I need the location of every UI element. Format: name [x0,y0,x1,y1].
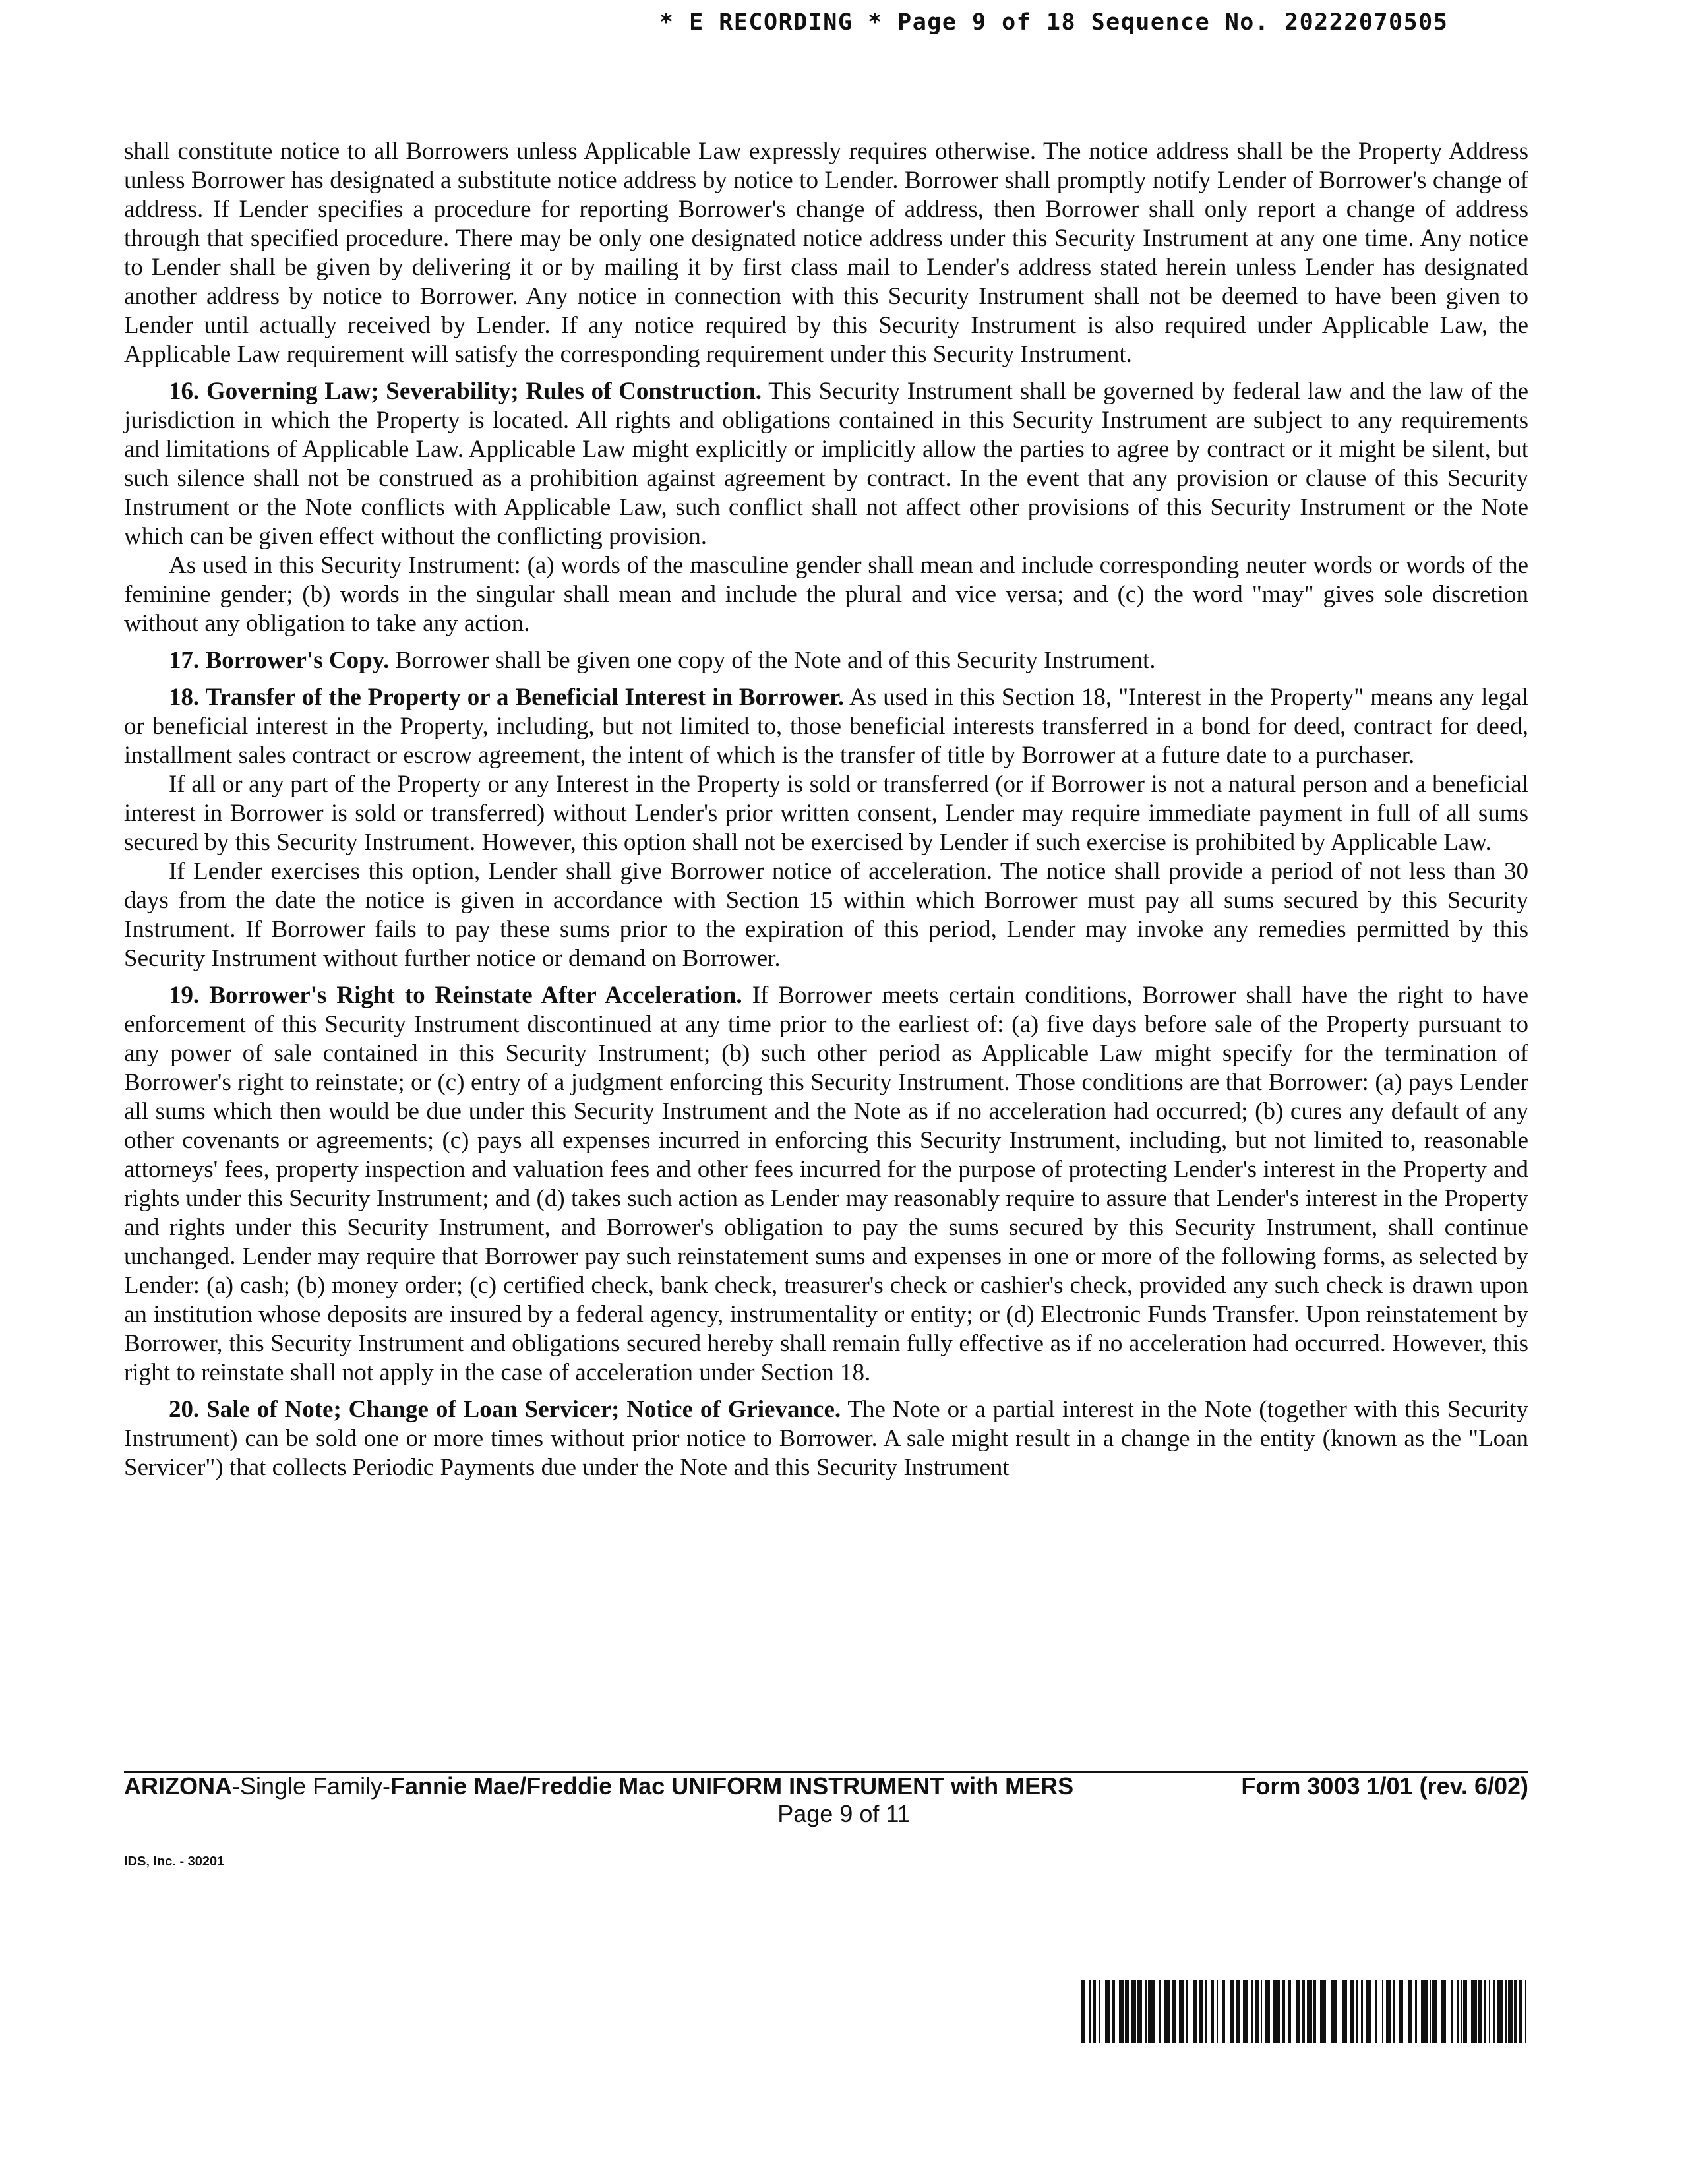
barcode-bar [1273,1980,1280,2043]
barcode-bar [1386,1980,1391,2043]
barcode-bar [1441,1980,1446,2043]
section-19-title: 19. Borrower's Right to Reinstate After Acceleration. [169,982,742,1009]
barcode-bar [1125,1980,1129,2043]
barcode-bar [1211,1980,1214,2043]
barcode-bar [1230,1980,1234,2043]
section-18-paragraph-3: If Lender exercises this option, Lender shall give Borrower notice of acceleration. The notice shall provide a period of not less than 30 days from the date the notice is given in accordance with Section 15 within which Borrower must pay all sums secured by this Security Instrument. If Borrower fails to pay these sums prior to the expiration of this period, Lender may invoke any remedies permitted by this Security Instrument without further notice or demand on Borrower. [124,858,1528,972]
barcode-bar [1508,1980,1513,2043]
footer-page-number: Page 9 of 11 [777,1800,911,1827]
barcode-bar [1172,1980,1176,2043]
barcode-bar [1408,1980,1412,2043]
barcode-bar [1296,1980,1300,2043]
paragraph-notice-continued: shall constitute notice to all Borrowers unless Applicable Law expressly requires otherwise. The notice address shall be the Property Address unless Borrower has designated a substitute notice address by notice to Lender. Borrower shall promptly notify Lender of Borrower's change of address. If Lender specifies a procedure for reporting Borrower's change of address, then Borrower shall only report a change of address through that specified procedure. There may be only one designated notice address under this Security Instrument at any one time. Any notice to Lender shall be given by delivering it or by mailing it by first class mail to Lender's address stated herein unless Lender has designated another address by notice to Borrower. Any notice in connection with this Security Instrument shall not be deemed to have been given to Lender until actually received by Lender. If any notice required by this Security Instrument is also required under Applicable Law, the Applicable Law requirement will satisfy the corresponding requirement under this Security Instrument. [124,138,1528,368]
barcode-bar [1366,1980,1371,2043]
section-16-body: This Security Instrument shall be governed by federal law and the law of the jurisdiction in which the Property is located. All rights and obligations contained in this Security Instrument are subject to any requirements and limitations of Applicable Law. Applicable Law might explicitly or implicitly allow the parties to agree by contract or it might be silent, but such silence shall not be construed as a prohibition against agreement by contract. In the event that any provision or clause of this Security Instrument or the Note conflicts with Applicable Law, such conflict shall not affect other provisions of this Security Instrument or the Note which can be given effect without the conflicting provision. [124,378,1528,550]
barcode-bar [1089,1980,1091,2043]
barcode-bar [1489,1980,1490,2043]
barcode-bar [1361,1980,1363,2043]
barcode-bar [1159,1980,1161,2043]
barcode-bar [1205,1980,1207,2043]
section-18-paragraph-2: If all or any part of the Property or any Interest in the Property is sold or transferred (or if Borrower is not a natural person and a beneficial interest in Borrower is sold or transferred) without Lender's prior written consent, Lender may require immediate payment in full of all sums secured by this Security Instrument. However, this option shall not be exercised by Lender if such exercise is prohibited by Applicable Law. [124,771,1528,856]
barcode-bar [1251,1980,1253,2043]
barcode-bar [1164,1980,1170,2043]
section-16-paragraph-2: As used in this Security Instrument: (a) words of the masculine gender shall mean and include corresponding neuter words or words of the feminine gender; (b) words in the singular shall mean and include the plural and vice versa; and (c) the word "may" gives sole discretion without any obligation to take any action. [124,552,1528,637]
barcode-bar [1099,1980,1100,2043]
barcode-bar [1430,1980,1431,2043]
barcode-bar [1331,1980,1337,2043]
barcode-bar [1505,1980,1507,2043]
barcode-bar [1313,1980,1316,2043]
section-16-title: 16. Governing Law; Severability; Rules of Construction. [169,378,762,405]
barcode-bar [1415,1980,1417,2043]
barcode-bar [1081,1980,1085,2043]
section-19 [124,981,1528,1387]
section-18-body: As used in this Section 18, "Interest in the Property" means any legal or beneficial interest in the Property, including, but not limited to, those beneficial interests transferred in a bond for deed, contract for deed, installment sales contract or escrow agreement, the intent of which is the transfer of title by Borrower at a future date to a purchaser. [124,684,1528,769]
footer-form-line [124,1773,1528,1802]
section-18 [124,683,1528,770]
footer-form-number: Form 3003 1/01 (rev. 6/02) [1241,1773,1528,1800]
recording-header: * E RECORDING * Page 9 of 18 Sequence No. 20222070505 [659,9,1449,36]
barcode-bar [1193,1980,1197,2043]
barcode-bar [1382,1980,1383,2043]
footer-instrument: Fannie Mae/Freddie Mac UNIFORM INSTRUMENT with MERS [390,1773,1074,1800]
barcode-bar [1243,1980,1248,2043]
section-16 [124,377,1528,551]
barcode-bar [1478,1980,1482,2043]
footer-family: -Single Family- [232,1773,391,1800]
barcode-bar [1307,1980,1312,2043]
barcode-bar [1186,1980,1188,2043]
section-17-body: Borrower shall be given one copy of the Note and of this Security Instrument. [389,647,1156,674]
barcode-bar [1421,1980,1428,2043]
barcode-bar [1320,1980,1326,2043]
section-17-title: 17. Borrower's Copy. [169,647,390,674]
footer-instrument-title [124,1773,1073,1800]
barcode-bar [1525,1980,1526,2043]
footer-state: ARIZONA [124,1773,232,1800]
barcode-bar [1484,1980,1486,2043]
barcode-bar [1514,1980,1517,2043]
barcode-bar [1217,1980,1218,2043]
barcode-bar [1145,1980,1147,2043]
section-20-title: 20. Sale of Note; Change of Loan Servicer; Notice of Grievance. [169,1396,841,1423]
section-20-body: The Note or a partial interest in the Note (together with this Security Instrument) can be sold one or more times without prior notice to Borrower. A sale might result in a change in the entity (known as the "Loan Servicer") that collects Periodic Payments due under the Note and this Security Instrument [124,1396,1528,1481]
barcode-image [1081,1980,1531,2043]
barcode-bar [1432,1980,1437,2043]
barcode-bar [1288,1980,1291,2043]
barcode-bar [1471,1980,1477,2043]
barcode-bar [1236,1980,1240,2043]
section-20 [124,1395,1528,1482]
barcode-bar [1519,1980,1522,2043]
barcode-bar [1131,1980,1136,2043]
barcode-bar [1112,1980,1115,2043]
barcode-bar [1119,1980,1124,2043]
barcode-bar [1457,1980,1459,2043]
barcode-bar [1497,1980,1503,2043]
barcode-bar [1261,1980,1262,2043]
barcode-bar [1375,1980,1377,2043]
barcode-bar [1105,1980,1110,2043]
barcode-bar [1255,1980,1259,2043]
section-18-title: 18. Transfer of the Property or a Beneficial Interest in Borrower. [169,684,845,711]
barcode-bar [1451,1980,1453,2043]
barcode-bar [1302,1980,1305,2043]
barcode-bar [1265,1980,1270,2043]
barcode-bar [1399,1980,1403,2043]
section-19-body: If Borrower meets certain conditions, Borrower shall have the right to have enforcement of this Security Instrument discontinued at any time prior to the earliest of: (a) five days before sale of the Property pursuant to any power of sale contained in this Security Instrument; (b) such other period as Applicable Law might specify for the termination of Borrower's right to reinstate; or (c) entry of a judgment enforcing this Security Instrument. Those conditions are that Borrower: (a) pays Lender all sums which then would be due under this Security Instrument and the Note as if no acceleration had occurred; (b) cures any default of any other covenants or agreements; (c) pays all expenses incurred in enforcing this Security Instrument, including, but not limited to, reasonable attorneys' fees, property inspection and valuation fees and other fees incurred for the purpose of protecting Lender's interest in the Property and rights under this Security Instrument; and (d) takes such action as Lender may reasonably require to assure that Lender's interest in the Property and rights under this Security Instrument, and Borrower's obligation to pay the sums secured by this Security Instrument, shall continue unchanged. Lender may require that Borrower pay such reinstatement sums and expenses in one or more of the following forms, as selected by Lender: (a) cash; (b) money order; (c) certified check, bank check, treasurer's check or cashier's check, provided any such check is drawn upon an institution whose deposits are insured by a federal agency, instrumentality or entity; or (d) Electronic Funds Transfer. Upon reinstatement by Borrower, this Security Instrument and obligations secured hereby shall remain fully effective as if no acceleration had occurred. However, this right to reinstate shall not apply in the case of acceleration under Section 18. [124,982,1528,1386]
barcode-bar [1463,1980,1467,2043]
barcode-bar [1282,1980,1285,2043]
barcode-bar [1137,1980,1142,2043]
document-body [124,137,1528,1482]
barcode-bar [1356,1980,1358,2043]
barcode-bar [1199,1980,1203,2043]
barcode-bar [1148,1980,1155,2043]
barcode-bar [1461,1980,1462,2043]
barcode-bar [1350,1980,1354,2043]
barcode-bar [1342,1980,1347,2043]
footer-vendor-code: IDS, Inc. - 30201 [124,1854,225,1869]
barcode-bar [1222,1980,1225,2043]
barcode-bar [1093,1980,1096,2043]
barcode-bar [1393,1980,1395,2043]
barcode-bar [1493,1980,1495,2043]
barcode-bar [1179,1980,1184,2043]
section-17 [124,646,1528,675]
